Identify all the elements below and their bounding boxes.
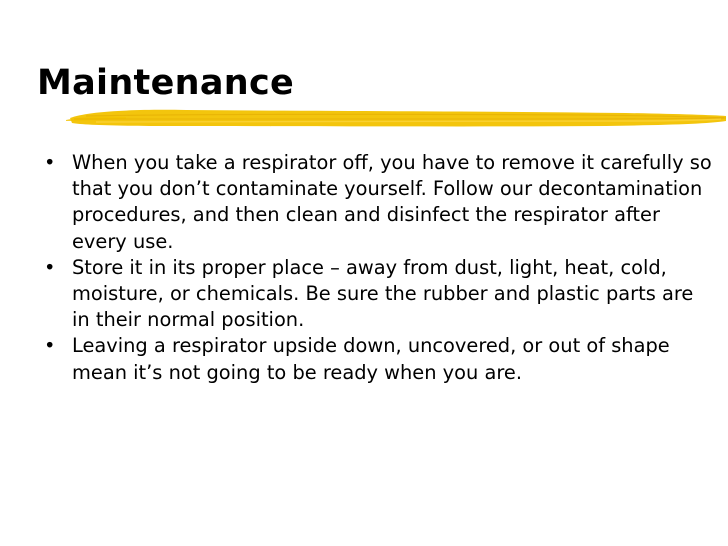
bullet-item — [44, 255, 714, 334]
title-underline-decoration — [66, 104, 728, 132]
bullet-item — [44, 150, 714, 255]
bullet-marker: • — [44, 255, 56, 279]
slide-title: Maintenance — [37, 63, 295, 103]
bullet-marker: • — [44, 334, 56, 358]
bullet-list — [44, 150, 714, 386]
bullet-item — [44, 333, 714, 385]
bullet-marker: • — [44, 151, 56, 174]
bullet-text: When you take a respirator off, you have to remove it carefully so that you don’t contaminate yourself. Follow our decontamination procedures, and then clean and disinfect the respirator after every use. — [72, 151, 712, 253]
bullet-text: Leaving a respirator upside down, uncovered, or out of shape mean it’s not going to be ready when you are. — [72, 334, 670, 384]
bullet-text: Store it in its proper place – away from dust, light, heat, cold, moisture, or chemicals. Be sure the rubber and plastic parts are in their normal position. — [72, 255, 694, 332]
